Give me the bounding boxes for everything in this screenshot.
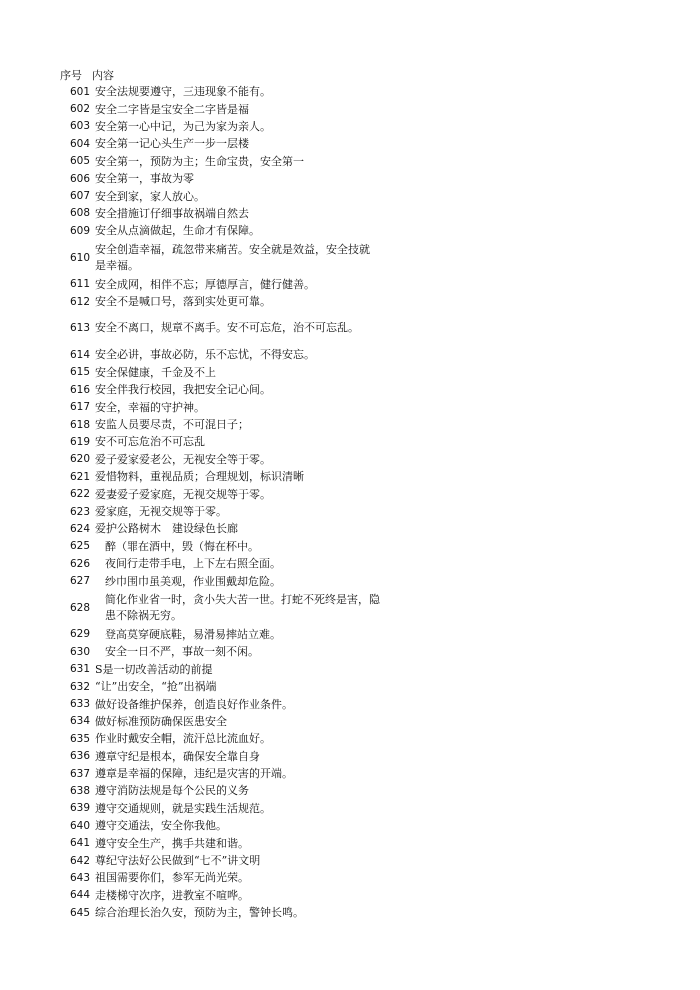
row-number: 617 — [69, 401, 90, 414]
row-content: 安全措施订仔细事故祸端自然去 — [95, 206, 249, 220]
row-number: 611 — [69, 278, 90, 291]
header-content: 内容 — [92, 68, 114, 82]
row-number: 620 — [69, 453, 90, 466]
row-content: 夜间行走带手电，上下左右照全面。 — [105, 557, 281, 571]
row-number: 628 — [69, 601, 90, 614]
table-row — [60, 276, 380, 293]
row-number: 627 — [69, 575, 90, 588]
table-row — [60, 538, 380, 555]
row-content: 爱惜物料，重视品质；合理规划，标识清晰 — [95, 470, 304, 484]
row-number: 615 — [69, 366, 90, 379]
row-number: 643 — [69, 871, 90, 884]
table-row — [60, 817, 380, 834]
table-row — [60, 433, 380, 450]
row-number: 644 — [69, 889, 90, 902]
table-row — [60, 713, 380, 730]
table-row — [60, 451, 380, 468]
table-row — [60, 590, 380, 626]
row-number: 633 — [69, 698, 90, 711]
row-number: 618 — [69, 418, 90, 431]
table-row — [60, 904, 380, 921]
row-number: 601 — [69, 85, 90, 98]
slogan-table — [60, 66, 380, 921]
row-content: 遵章是幸福的保障，违纪是灾害的开端。 — [95, 767, 293, 781]
table-row — [60, 782, 380, 799]
row-number: 623 — [69, 505, 90, 518]
table-row — [60, 83, 380, 100]
row-number: 621 — [69, 470, 90, 483]
table-row — [60, 153, 380, 170]
row-content: 祖国需要你们，参军无尚光荣。 — [95, 871, 249, 885]
row-number: 612 — [69, 295, 90, 308]
row-content: 爱护公路树木 建设绿色长廊 — [95, 522, 238, 536]
row-content: 安全必讲，事故必防，乐不忘忧，不得安忘。 — [95, 348, 315, 362]
row-content: 安全第一，事故为零 — [95, 172, 194, 186]
row-number: 637 — [69, 767, 90, 780]
row-number: 609 — [69, 224, 90, 237]
row-number: 607 — [69, 190, 90, 203]
row-content: 纱巾围巾虽美观，作业围戴却危险。 — [105, 574, 281, 588]
row-number: 642 — [69, 854, 90, 867]
row-content: 安全伴我行校园，我把安全记心间。 — [95, 383, 271, 397]
row-number: 636 — [69, 750, 90, 763]
row-content: S是一切改善活动的前提 — [95, 662, 213, 676]
row-content: 安全不离口，规章不离手。安不可忘危，治不可忘乱。 — [95, 321, 359, 335]
row-content: 安全二字皆是宝安全二字皆是福 — [95, 102, 249, 116]
table-row — [60, 364, 380, 381]
row-content: 综合治理长治久安，预防为主，警钟长鸣。 — [95, 906, 304, 920]
table-row — [60, 222, 380, 239]
row-content: 安全第一记心头生产一步一层楼 — [95, 137, 249, 151]
table-body — [60, 83, 380, 921]
row-content: 爱妻爱子爱家庭，无视交规等于零。 — [95, 487, 271, 501]
table-row — [60, 468, 380, 485]
row-number: 605 — [69, 155, 90, 168]
table-row — [60, 555, 380, 572]
table-row — [60, 661, 380, 678]
row-content: 爱子爱家爱老公，无视安全等于零。 — [95, 452, 271, 466]
row-number: 634 — [69, 715, 90, 728]
row-content: 做好标准预防确保医患安全 — [95, 714, 227, 728]
table-row — [60, 485, 380, 502]
table-row — [60, 695, 380, 712]
row-content: 遵守交通规则，就是实践生活规范。 — [95, 801, 271, 815]
row-content: 遵守交通法，安全你我他。 — [95, 819, 227, 833]
row-content: 作业时戴安全帽，流汗总比流血好。 — [95, 732, 271, 746]
table-row — [60, 852, 380, 869]
table-row — [60, 748, 380, 765]
row-number: 606 — [69, 172, 90, 185]
row-number: 614 — [69, 348, 90, 361]
table-row — [60, 100, 380, 117]
table-row — [60, 135, 380, 152]
row-content: 安全从点滴做起，生命才有保障。 — [95, 224, 260, 238]
table-row — [60, 572, 380, 589]
row-number: 629 — [69, 628, 90, 641]
table-row — [60, 643, 380, 660]
row-content: 安监人员要尽责，不可混日子； — [95, 418, 249, 432]
row-content: 尊纪守法好公民做到“七不”讲文明 — [95, 854, 261, 868]
table-row — [60, 800, 380, 817]
table-row — [60, 626, 380, 643]
row-number: 619 — [69, 435, 90, 448]
row-content: 安全不是喊口号，落到实处更可靠。 — [95, 295, 271, 309]
row-number: 626 — [69, 557, 90, 570]
row-number: 624 — [69, 522, 90, 535]
row-number: 631 — [69, 663, 90, 676]
table-row — [60, 187, 380, 204]
table-row — [60, 730, 380, 747]
row-number: 645 — [69, 906, 90, 919]
table-row — [60, 205, 380, 222]
row-content: 安不可忘危治不可忘乱 — [95, 435, 205, 449]
row-content: 安全保健康，千金及不上 — [95, 365, 216, 379]
row-content: 安全到家，家人放心。 — [95, 189, 205, 203]
table-row — [60, 416, 380, 433]
table-row — [60, 381, 380, 398]
row-content: 醉（罪在酒中，毁（悔在杯中。 — [105, 539, 259, 553]
header-number: 序号 — [60, 68, 82, 82]
row-content: 简化作业省一时，贪小失大苦一世。打蛇不死终是害，隐患不除祸无穷。 — [105, 592, 380, 622]
row-content: 安全第一，预防为主；生命宝贵，安全第一 — [95, 154, 304, 168]
row-content: 安全成网，相伴不忘；厚德厚言，健行健善。 — [95, 277, 315, 291]
table-row — [60, 118, 380, 135]
table-row — [60, 503, 380, 520]
row-content: 遵守消防法规是每个公民的义务 — [95, 784, 249, 798]
row-number: 602 — [69, 103, 90, 116]
row-number: 635 — [69, 732, 90, 745]
row-content: 登高莫穿硬底鞋，易滑易摔站立难。 — [105, 627, 281, 641]
row-content: 做好设备维护保养，创造良好作业条件。 — [95, 697, 293, 711]
table-row — [60, 170, 380, 187]
row-number: 603 — [69, 120, 90, 133]
row-number: 616 — [69, 383, 90, 396]
table-row — [60, 869, 380, 886]
row-number: 632 — [69, 680, 90, 693]
row-content: 遵守安全生产，携手共建和谐。 — [95, 836, 249, 850]
row-content: 遵章守纪是根本，确保安全靠自身 — [95, 749, 260, 763]
row-number: 640 — [69, 819, 90, 832]
table-row — [60, 887, 380, 904]
table-row — [60, 520, 380, 537]
row-number: 610 — [69, 251, 90, 264]
row-number: 641 — [69, 837, 90, 850]
row-number: 630 — [69, 645, 90, 658]
row-number: 638 — [69, 784, 90, 797]
row-content: 爱家庭，无视交规等于零。 — [95, 505, 227, 518]
table-row — [60, 765, 380, 782]
table-row — [60, 398, 380, 415]
row-content: 安全第一心中记，为己为家为亲人。 — [95, 119, 271, 133]
table-row — [60, 310, 380, 346]
row-content: “让”出安全，“抢”出祸端 — [95, 680, 217, 694]
row-number: 613 — [69, 322, 90, 335]
row-number: 622 — [69, 488, 90, 501]
table-row — [60, 240, 380, 276]
table-row — [60, 678, 380, 695]
table-header — [60, 66, 380, 83]
row-content: 安全法规要遵守，三违现象不能有。 — [95, 85, 271, 99]
row-content: 走楼梯守次序，进教室不喧哗。 — [95, 888, 249, 902]
row-content: 安全创造幸福，疏忽带来痛苦。安全就是效益，安全技就是幸福。 — [95, 242, 370, 272]
table-row — [60, 346, 380, 363]
row-number: 625 — [69, 540, 90, 553]
row-content: 安全一日不严，事故一刻不闲。 — [105, 645, 259, 659]
row-number: 639 — [69, 802, 90, 815]
row-content: 安全，幸福的守护神。 — [95, 400, 205, 414]
table-row — [60, 834, 380, 851]
row-number: 604 — [69, 137, 90, 150]
table-row — [60, 293, 380, 310]
row-number: 608 — [69, 207, 90, 220]
